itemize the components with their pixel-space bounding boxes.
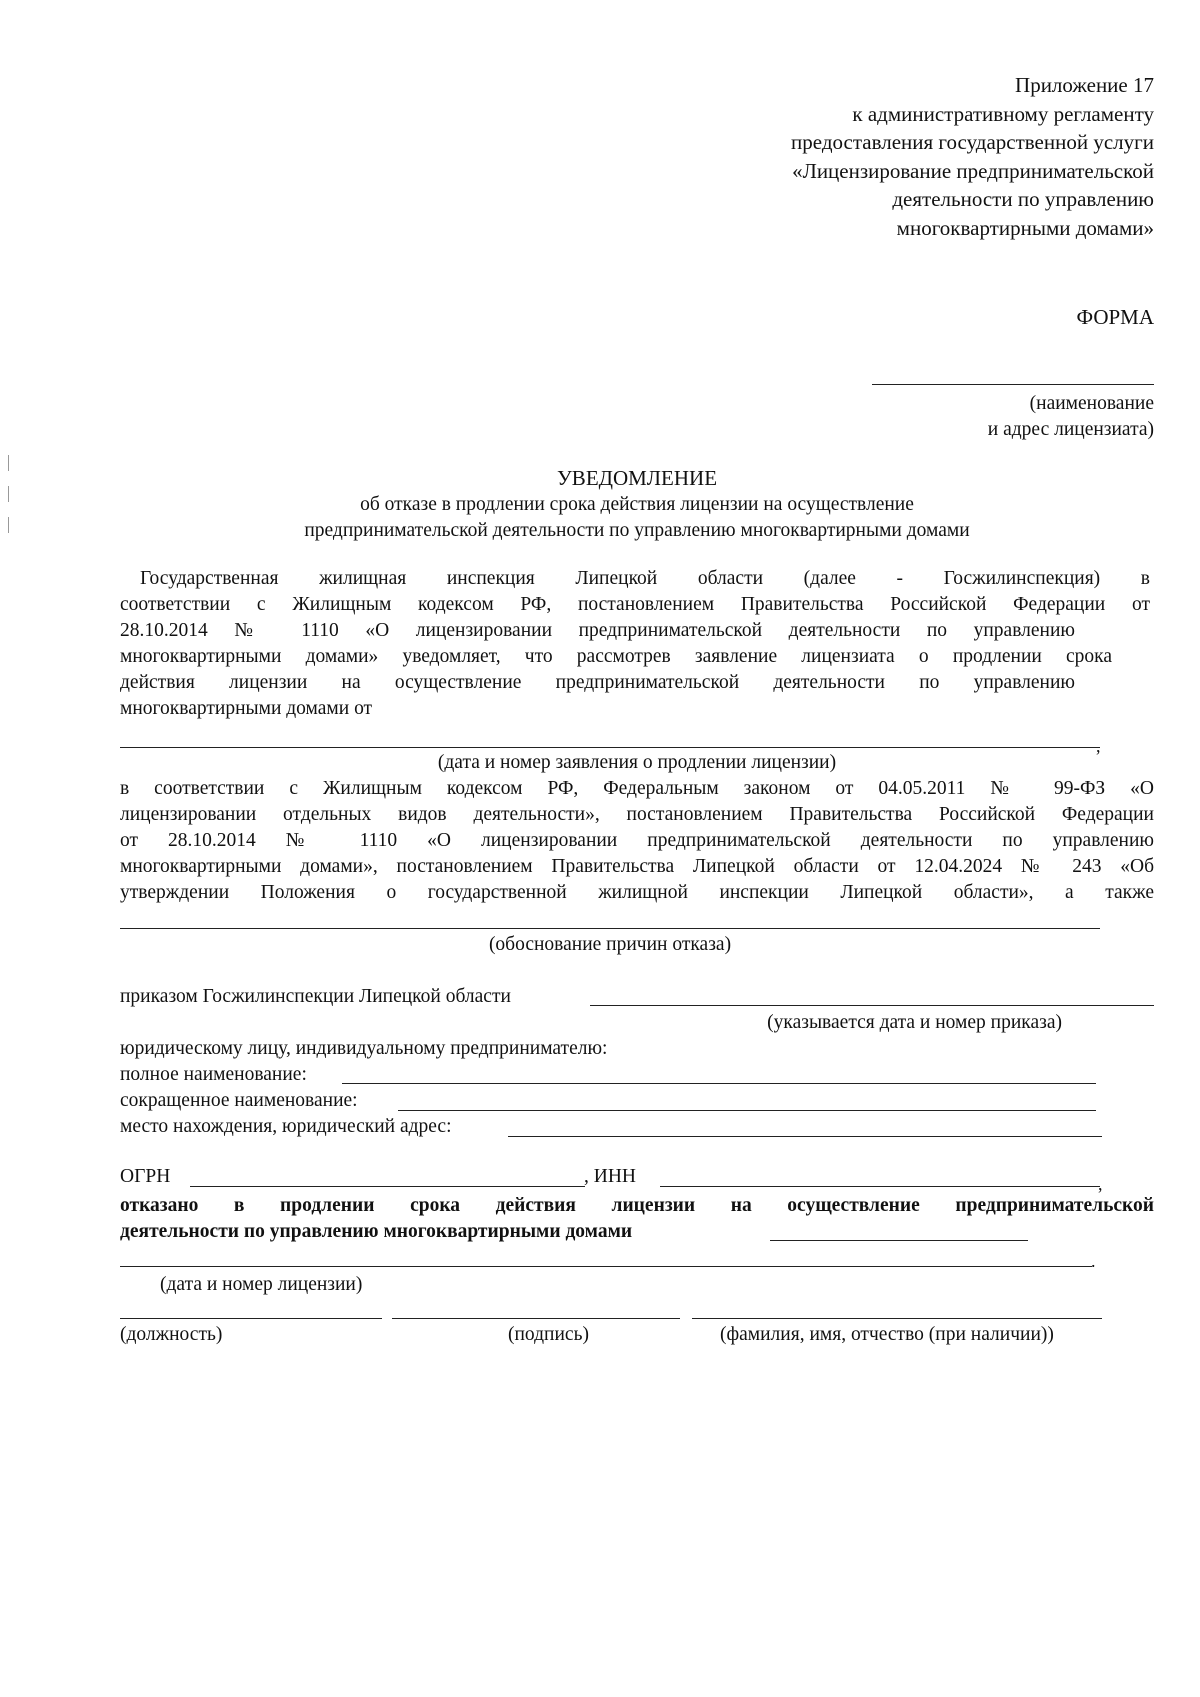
appendix-line: многоквартирными домами» — [896, 215, 1154, 240]
scan-mark — [8, 486, 9, 502]
short-name-label: сокращенное наименование: — [120, 1090, 358, 1111]
paragraph-line: в соответствии с Жилищным кодексом РФ, Федеральным законом от 04.05.2011 № 99-ФЗ «О — [120, 778, 1154, 799]
license-caption: (дата и номер лицензии) — [160, 1274, 363, 1295]
paragraph-line: утверждении Положения о государственной жилищной инспекции Липецкой области», а также — [120, 882, 1154, 903]
fio-caption: (фамилия, имя, отчество (при наличии)) — [720, 1324, 1054, 1345]
paragraph-intro — [120, 566, 1154, 722]
order-caption: (указывается дата и номер приказа) — [767, 1012, 1062, 1033]
paragraph-line: действия лицензии на осуществление предпринимательской деятельности по управлению — [120, 672, 1075, 693]
signature-field[interactable] — [392, 1318, 680, 1319]
appendix-line: к административному регламенту — [852, 101, 1154, 126]
application-caption: (дата и номер заявления о продлении лицензии) — [437, 752, 837, 773]
document-subtitle: об отказе в продлении срока действия лицензии на осуществление — [360, 494, 914, 515]
appendix-line: предоставления государственной услуги — [791, 130, 1154, 154]
refusal-statement: деятельности по управлению многоквартирными домами — [120, 1221, 633, 1242]
full-name-field[interactable] — [342, 1083, 1096, 1084]
paragraph-grounds — [120, 776, 1154, 906]
position-field[interactable] — [120, 1318, 382, 1319]
signature-caption: (подпись) — [508, 1324, 589, 1345]
full-name-label: полное наименование: — [120, 1064, 307, 1085]
period-mark: . — [1091, 1251, 1096, 1271]
appendix-line: деятельности по управлению — [892, 187, 1154, 211]
position-caption: (должность) — [120, 1324, 223, 1345]
paragraph-line: многоквартирными домами», постановлением Правительства Липецкой области от 12.04.2024 № 243 «Об — [120, 856, 1154, 877]
order-field[interactable] — [590, 1005, 1154, 1006]
reason-field[interactable] — [120, 928, 1100, 929]
address-field[interactable] — [508, 1136, 1102, 1137]
short-name-field[interactable] — [398, 1110, 1096, 1111]
comma-mark: , — [1096, 736, 1101, 756]
form-label: ФОРМА — [1076, 305, 1154, 329]
licensee-caption — [800, 391, 1154, 443]
document-subtitle: предпринимательской деятельности по управлению многоквартирными домами — [304, 520, 970, 541]
appendix-line: «Лицензирование предпринимательской — [792, 158, 1154, 183]
inn-label: , ИНН — [584, 1166, 636, 1187]
address-label: место нахождения, юридический адрес: — [120, 1116, 452, 1137]
paragraph-line: 28.10.2014 № 1110 «О лицензировании предпринимательской деятельности по управлению — [120, 620, 1075, 641]
application-field[interactable] — [120, 747, 1100, 748]
fio-field[interactable] — [692, 1318, 1102, 1319]
appendix-number: Приложение 17 — [1015, 73, 1154, 97]
licensee-name-field[interactable] — [872, 384, 1154, 385]
entity-intro: юридическому лицу, индивидуальному предпринимателю: — [120, 1038, 608, 1059]
paragraph-line: от 28.10.2014 № 1110 «О лицензировании предпринимательской деятельности по управлению — [120, 830, 1154, 851]
paragraph-line: Государственная жилищная инспекция Липецкой области (далее - Госжилинспекция) в — [140, 568, 1150, 589]
ogrn-label: ОГРН — [120, 1166, 171, 1187]
order-label: приказом Госжилинспекции Липецкой области — [120, 986, 511, 1007]
paragraph-line: лицензировании отдельных видов деятельности», постановлением Правительства Российской Федерации — [120, 804, 1154, 825]
paragraph-line: многоквартирными домами от — [120, 698, 373, 719]
licensee-caption-line: и адрес лицензиата) — [987, 419, 1154, 440]
paragraph-line: соответствии с Жилищным кодексом РФ, постановлением Правительства Российской Федерации от — [120, 594, 1150, 615]
ogrn-field[interactable] — [190, 1186, 585, 1187]
document-title: УВЕДОМЛЕНИЕ — [556, 466, 718, 490]
refusal-field[interactable] — [770, 1240, 1028, 1241]
refusal-statement: отказано в продлении срока действия лицензии на осуществление предпринимательской — [120, 1195, 1154, 1216]
paragraph-line: многоквартирными домами» уведомляет, что рассмотрев заявление лицензиата о продлении срока — [120, 646, 1112, 667]
reason-caption: (обоснование причин отказа) — [488, 934, 732, 955]
scan-mark — [8, 517, 9, 533]
inn-field[interactable] — [660, 1186, 1100, 1187]
license-field[interactable] — [120, 1266, 1092, 1267]
comma-mark: , — [1098, 1174, 1103, 1194]
licensee-caption-line: (наименование — [1029, 393, 1154, 414]
scan-mark — [8, 455, 9, 471]
appendix-header — [600, 72, 1154, 243]
